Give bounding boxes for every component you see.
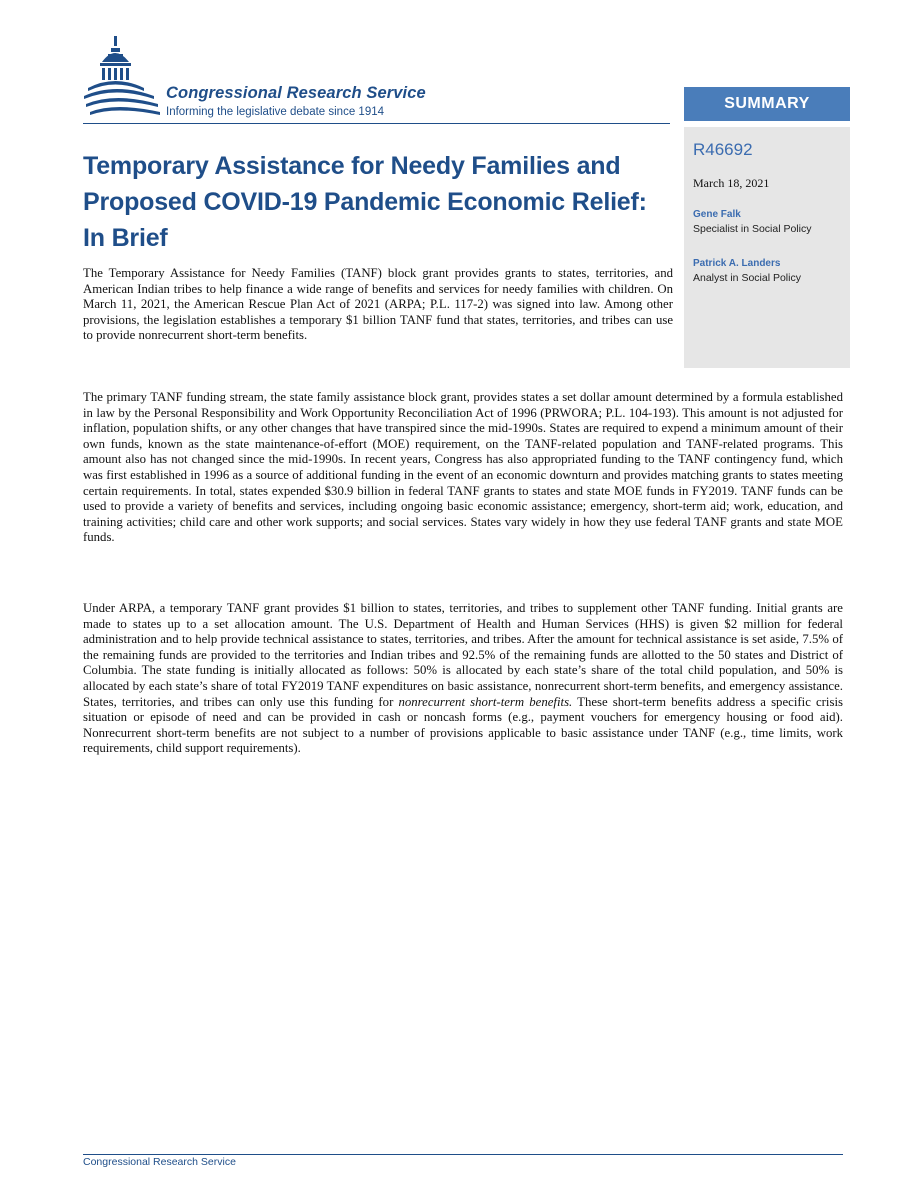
summary-tab: SUMMARY xyxy=(684,87,850,121)
author-block xyxy=(693,258,850,284)
body-paragraph: The Temporary Assistance for Needy Families (TANF) block grant provides grants to states, territories, and American Indian tribes to help finance a wide range of benefits and services for needy families with children. On March 11, 2021, the American Rescue Plan Act of 2021 (ARPA; P.L. 117-2) was signed into law. Among other provisions, the legislation establishes a temporary $1 billion TANF fund that states, territories, and tribes can use to provide nonrecurrent short-term benefits. xyxy=(83,266,673,343)
header-divider xyxy=(83,123,670,124)
body-paragraph xyxy=(83,601,843,757)
footer-text: Congressional Research Service xyxy=(83,1156,236,1168)
summary-sidebar xyxy=(684,127,850,368)
body-paragraph: The primary TANF funding stream, the state family assistance block grant, provides states a set dollar amount determined by a formula established in law by the Personal Responsibility and Work Opportunity Reconciliation Act of 1996 (PRWORA; P.L. 104-193). This amount is not adjusted for inflation, population shifts, or any other changes that have transpired since the mid-1990s. States are required to expend a minimum amount of their own funds, known as the state maintenance-of-effort (MOE) requirement, on the TANF-related population and TANF-related programs. This amount also has not changed since the mid-1990s. In recent years, Congress has also appropriated funding to the TANF contingency fund, which was first established in 1996 as a source of additional funding in the event of an economic downturn and provides matching grants to states meeting certain requirements. In total, states expended $30.9 billion in federal TANF grants to states and state MOE funds in FY2019. TANF funds can be used to provide a variety of benefits and services, including ongoing basic economic assistance; emergency, short-term aid; work, education, and training activities; child care and other work supports; and social services. States vary widely in how they use federal TANF grants and state MOE funds. xyxy=(83,390,843,545)
capitol-dome-icon xyxy=(84,34,166,124)
org-name: Congressional Research Service xyxy=(166,84,426,102)
footer-divider xyxy=(83,1154,843,1155)
org-tagline: Informing the legislative debate since 1914 xyxy=(166,106,385,118)
emphasized-term: nonrecurrent short-term benefits. xyxy=(398,694,573,709)
author-name: Gene Falk xyxy=(693,209,741,220)
author-name: Patrick A. Landers xyxy=(693,258,781,269)
report-number: R46692 xyxy=(693,140,753,159)
author-title: Specialist in Social Policy xyxy=(693,223,812,235)
paragraph-text: These short-term benefits address a specific crisis situation or episode of need and can be provided in cash or noncash forms (e.g., payment vouchers for emergency housing or food aid). Nonrecurrent short-term benefits are not subject to a number of provisions applicable to basic assistance under TANF (e.g., time limits, work requirements, child support requirements). xyxy=(83,694,843,756)
report-date: March 18, 2021 xyxy=(693,176,770,190)
paragraph-text: Under ARPA, a temporary TANF grant provides $1 billion to states, territories, and tribes to supplement other TANF funding. Initial grants are made to states up to a set allocation amount. The U.S. Department of Health and Human Services (HHS) is given $2 million for federal administration and to help provide technical assistance to states, territories, and tribes. After the amount for technical assistance is set aside, 7.5% of the remaining funds are provided to the territories and Indian tribes and 92.5% of the remaining funds are allotted to the 50 states and District of Columbia. The state funding is initially allocated as follows: 50% is allocated by each state’s share of the total child population, and 50% is allocated by each state’s share of total FY2019 TANF expenditures on basic assistance, nonrecurrent short-term benefits, and emergency assistance. States, territories, and tribes can only use this funding for xyxy=(83,601,843,709)
crs-logo xyxy=(84,34,484,124)
document-title: Temporary Assistance for Needy Families and Proposed COVID-19 Pandemic Economic Relief: In Brief xyxy=(83,152,647,252)
author-block xyxy=(693,209,850,235)
author-title: Analyst in Social Policy xyxy=(693,272,801,284)
